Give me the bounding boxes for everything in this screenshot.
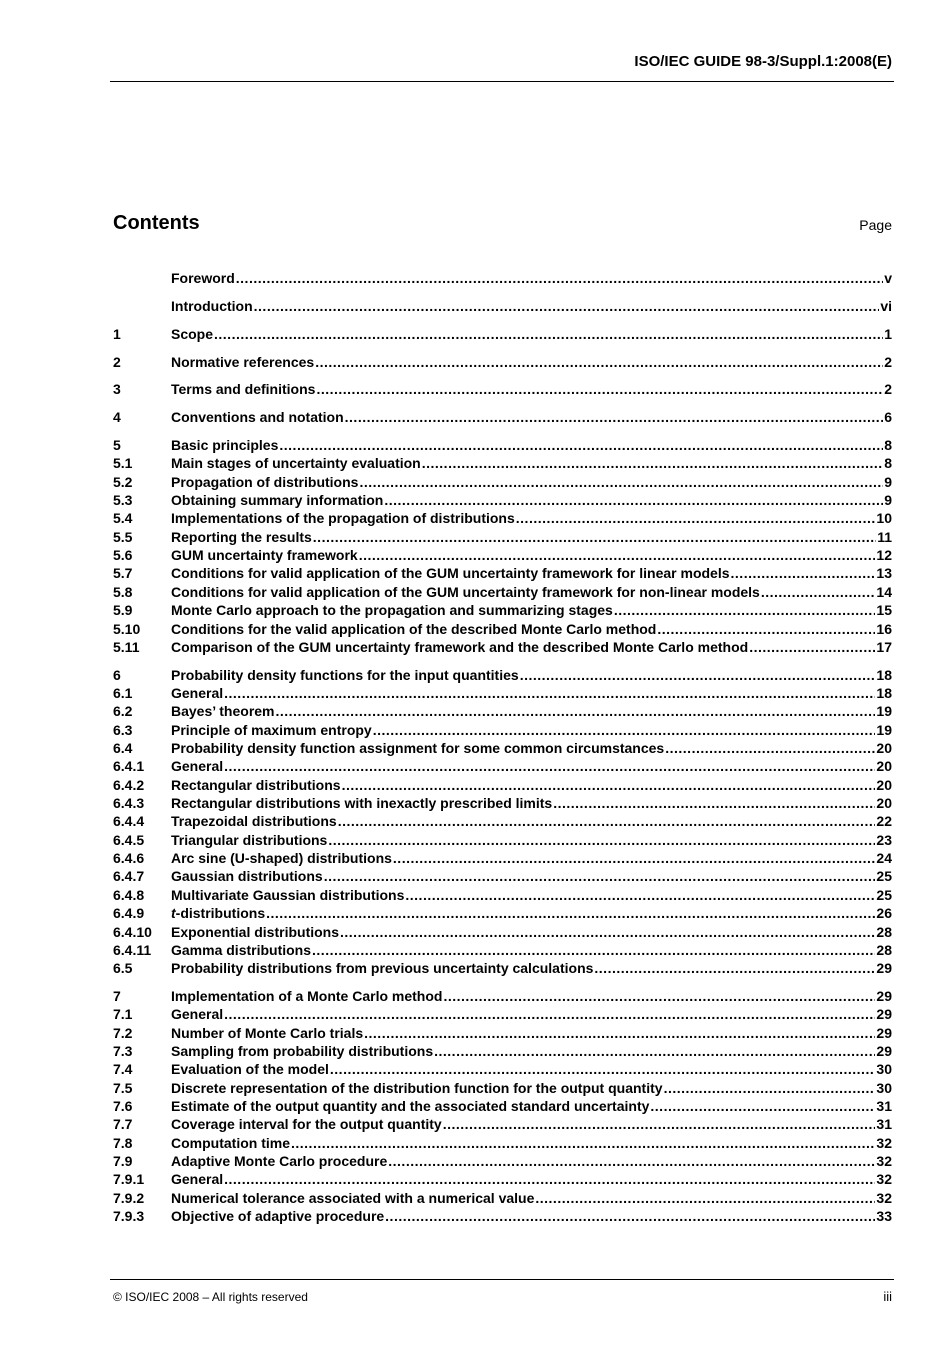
toc-entry-number: 6.4.7 — [113, 868, 145, 885]
toc-entry-title: Computation time — [171, 1134, 290, 1151]
toc-entry-page: 20 — [876, 740, 892, 757]
toc-dot-leader — [279, 436, 883, 454]
toc-entry[interactable] — [113, 684, 892, 702]
toc-entry[interactable] — [113, 794, 892, 812]
toc-entry-title: Trapezoidal distributions — [171, 813, 337, 830]
toc-entry[interactable] — [113, 1207, 892, 1225]
toc-dot-leader — [345, 408, 884, 426]
toc-entry-page: 9 — [884, 492, 892, 509]
toc-dot-leader — [520, 666, 876, 684]
toc-dot-leader — [254, 297, 880, 315]
page-column-label: Page — [859, 217, 892, 233]
toc-dot-leader — [324, 867, 876, 885]
toc-entry-title: Multivariate Gaussian distributions — [171, 886, 405, 903]
toc-entry-page: 26 — [876, 905, 892, 922]
toc-entry-number: 5.3 — [113, 492, 133, 509]
toc-dot-leader — [405, 886, 875, 904]
toc-entry-page: 22 — [876, 813, 892, 830]
toc-dot-leader — [316, 380, 883, 398]
toc-dot-leader — [330, 1060, 876, 1078]
toc-entry-page: 29 — [876, 1006, 892, 1023]
toc-entry-page: 16 — [876, 620, 892, 637]
toc-entry-title-italic: t — [171, 905, 176, 922]
toc-entry[interactable] — [113, 849, 892, 867]
toc-entry-title: Numerical tolerance associated with a numerical value — [171, 1189, 535, 1206]
toc-entry-title: General — [171, 685, 224, 702]
toc-entry-title: Terms and definitions — [171, 381, 316, 398]
toc-entry-title: Implementations of the propagation of distributions — [171, 510, 515, 527]
toc-entry-number: 7.9 — [113, 1153, 133, 1170]
toc-entry[interactable] — [113, 380, 892, 398]
toc-entry[interactable] — [113, 509, 892, 527]
toc-dot-leader — [224, 757, 875, 775]
toc-dot-leader — [384, 491, 883, 509]
toc-entry-title-rest: -distributions — [175, 905, 266, 922]
toc-entry-page: 30 — [876, 1079, 892, 1096]
toc-dot-leader — [373, 721, 876, 739]
toc-entry-number: 6.4 — [113, 740, 133, 757]
toc-entry-page: 25 — [876, 868, 892, 885]
toc-entry[interactable] — [113, 353, 892, 371]
toc-entry-number: 5.6 — [113, 547, 133, 564]
toc-entry[interactable] — [113, 831, 892, 849]
toc-entry-title: Scope — [171, 325, 214, 342]
toc-dot-leader — [236, 269, 883, 287]
toc-entry-title: Evaluation of the model — [171, 1061, 329, 1078]
toc-entry-page: 29 — [876, 960, 892, 977]
toc-entry-title: Objective of adaptive procedure — [171, 1208, 385, 1225]
toc-entry[interactable] — [113, 620, 892, 638]
contents-heading-row — [113, 210, 892, 240]
toc-entry-number: 7.4 — [113, 1061, 133, 1078]
toc-dot-leader — [650, 1097, 875, 1115]
toc-entry-page: 8 — [884, 437, 892, 454]
toc-entry-page: 31 — [876, 1098, 892, 1115]
toc-entry-number: 5.11 — [113, 638, 140, 655]
toc-dot-leader — [315, 353, 883, 371]
toc-dot-leader — [214, 325, 883, 343]
contents-title: Contents — [113, 212, 200, 234]
toc-entry-title: Probability distributions from previous uncertainty calculations — [171, 960, 594, 977]
toc-dot-leader — [340, 923, 875, 941]
toc-entry-page: 33 — [876, 1208, 892, 1225]
toc-entry-title: General — [171, 1006, 224, 1023]
toc-entry-page: 25 — [876, 886, 892, 903]
toc-entry[interactable] — [113, 546, 892, 564]
toc-entry-number: 7.2 — [113, 1024, 133, 1041]
toc-entry-page: 20 — [876, 795, 892, 812]
toc-entry-number: 7.8 — [113, 1134, 133, 1151]
toc-dot-leader — [359, 473, 883, 491]
toc-entry[interactable] — [113, 408, 892, 426]
toc-entry-number: 2 — [113, 353, 121, 370]
toc-entry-title: Implementation of a Monte Carlo method — [171, 988, 443, 1005]
toc-entry-title: GUM uncertainty framework — [171, 547, 358, 564]
toc-entry-page: 17 — [876, 638, 892, 655]
toc-entry-title: Gamma distributions — [171, 941, 312, 958]
toc-entry[interactable] — [113, 757, 892, 775]
toc-entry[interactable] — [113, 1005, 892, 1023]
toc-entry-number: 7.5 — [113, 1079, 133, 1096]
toc-dot-leader — [276, 702, 876, 720]
toc-entry-number: 5.7 — [113, 565, 133, 582]
document-id: ISO/IEC GUIDE 98-3/Suppl.1:2008(E) — [634, 53, 892, 70]
toc-dot-leader — [312, 941, 875, 959]
toc-entry[interactable] — [113, 454, 892, 472]
toc-entry-title: Coverage interval for the output quantity — [171, 1116, 442, 1133]
toc-entry-number: 4 — [113, 409, 121, 426]
toc-entry-number: 7.9.1 — [113, 1171, 145, 1188]
toc-dot-leader — [342, 776, 876, 794]
toc-entry-number: 6.4.6 — [113, 850, 145, 867]
toc-entry-title: Exponential distributions — [171, 923, 340, 940]
toc-entry-title: Foreword — [171, 270, 235, 286]
toc-dot-leader — [224, 1170, 875, 1188]
toc-entry-title: General — [171, 1171, 224, 1188]
toc-dot-leader — [516, 509, 876, 527]
toc-entry-number: 6.4.3 — [113, 795, 145, 812]
toc-entry-number: 6.4.11 — [113, 941, 152, 958]
toc-entry-page: 28 — [876, 923, 892, 940]
toc-entry-title: General — [171, 758, 224, 775]
toc-dot-leader — [535, 1189, 875, 1207]
toc-entry-page: 32 — [876, 1189, 892, 1206]
toc-entry-page: 28 — [876, 941, 892, 958]
toc-entry-page: 2 — [884, 353, 892, 370]
toc-entry-page: 23 — [876, 831, 892, 848]
toc-entry[interactable] — [113, 1024, 892, 1042]
toc-entry[interactable] — [113, 1152, 892, 1170]
toc-entry[interactable] — [113, 1097, 892, 1115]
toc-entry-page: 19 — [876, 721, 892, 738]
toc-entry-number: 6.4.10 — [113, 923, 152, 940]
toc-dot-leader — [443, 1115, 876, 1133]
toc-entry-title: Bayes’ theorem — [171, 703, 275, 720]
page-number: iii — [883, 1289, 892, 1304]
toc-entry-page: 19 — [876, 703, 892, 720]
toc-entry-page: 31 — [876, 1116, 892, 1133]
toc-entry-page: 20 — [876, 776, 892, 793]
toc-entry[interactable] — [113, 1189, 892, 1207]
toc-entry[interactable] — [113, 491, 892, 509]
toc-entry[interactable] — [113, 812, 892, 830]
toc-entry-page: 30 — [876, 1061, 892, 1078]
toc-dot-leader — [422, 454, 883, 472]
toc-entry-page: 14 — [876, 583, 892, 600]
toc-entry[interactable] — [113, 987, 892, 1005]
toc-entry-title: Principle of maximum entropy — [171, 721, 372, 738]
toc-entry-title: Propagation of distributions — [171, 473, 359, 490]
toc-dot-leader — [553, 794, 875, 812]
toc-entry-title: Normative references — [171, 353, 315, 370]
toc-entry-title: Obtaining summary information — [171, 492, 384, 509]
toc-entry-title: Monte Carlo approach to the propagation and summarizing stages — [171, 602, 613, 619]
toc-dot-leader — [224, 1005, 875, 1023]
toc-dot-leader — [224, 684, 875, 702]
table-of-contents — [113, 269, 892, 1226]
toc-entry-title: Sampling from probability distributions — [171, 1043, 434, 1060]
toc-entry-page: 29 — [876, 988, 892, 1005]
toc-entry-number: 5.4 — [113, 510, 133, 527]
toc-entry-title: Number of Monte Carlo trials — [171, 1024, 364, 1041]
toc-entry-number: 5.5 — [113, 528, 133, 545]
page-footer — [110, 1279, 894, 1310]
toc-entry-title — [171, 904, 265, 922]
toc-entry-page: vi — [880, 297, 892, 314]
toc-dot-leader — [443, 987, 875, 1005]
toc-entry[interactable] — [113, 473, 892, 491]
toc-entry-number: 7.1 — [113, 1006, 133, 1023]
toc-entry-page: 32 — [876, 1134, 892, 1151]
toc-entry[interactable] — [113, 1115, 892, 1133]
toc-entry-number: 6.4.1 — [113, 758, 145, 775]
toc-entry-page: 18 — [876, 685, 892, 702]
toc-entry-number: 6 — [113, 666, 121, 683]
toc-entry[interactable] — [113, 601, 892, 619]
toc-entry-page: 20 — [876, 758, 892, 775]
toc-entry-number: 6.4.8 — [113, 886, 145, 903]
toc-entry-title: Conditions for valid application of the GUM uncertainty framework for non-linear models — [171, 583, 760, 600]
toc-entry[interactable] — [113, 867, 892, 885]
toc-entry[interactable] — [113, 739, 892, 757]
toc-entry-page: 18 — [876, 666, 892, 683]
toc-entry[interactable] — [113, 923, 892, 941]
toc-entry[interactable] — [113, 702, 892, 720]
toc-dot-leader — [266, 904, 875, 922]
toc-entry-title: Estimate of the output quantity and the associated standard uncertainty — [171, 1098, 650, 1115]
toc-dot-leader — [364, 1024, 875, 1042]
toc-entry[interactable] — [113, 436, 892, 454]
toc-entry-title: Conventions and notation — [171, 409, 344, 426]
toc-entry-page: 29 — [876, 1043, 892, 1060]
toc-dot-leader — [313, 528, 876, 546]
toc-entry[interactable] — [113, 959, 892, 977]
toc-entry[interactable] — [113, 564, 892, 582]
toc-entry-page: 6 — [884, 409, 892, 426]
toc-dot-leader — [388, 1152, 875, 1170]
toc-dot-leader — [359, 546, 876, 564]
toc-entry-number: 5.9 — [113, 602, 133, 619]
toc-entry[interactable] — [113, 1134, 892, 1152]
toc-entry-page: 32 — [876, 1171, 892, 1188]
page-header — [110, 50, 894, 82]
toc-entry-title: Comparison of the GUM uncertainty framework and the described Monte Carlo method — [171, 638, 749, 655]
toc-entry[interactable] — [113, 583, 892, 601]
toc-entry-number: 7.3 — [113, 1043, 133, 1060]
toc-entry[interactable] — [113, 776, 892, 794]
toc-entry[interactable] — [113, 904, 892, 922]
toc-entry-page: 15 — [876, 602, 892, 619]
toc-entry-page: 1 — [884, 325, 892, 342]
toc-dot-leader — [657, 620, 875, 638]
toc-dot-leader — [434, 1042, 875, 1060]
toc-dot-leader — [393, 849, 876, 867]
toc-entry-number: 5.1 — [113, 455, 133, 472]
toc-entry-title: Arc sine (U-shaped) distributions — [171, 850, 392, 867]
toc-entry[interactable] — [113, 1079, 892, 1097]
toc-entry[interactable] — [113, 721, 892, 739]
toc-entry-page: 11 — [877, 528, 892, 545]
toc-entry-page: 8 — [884, 455, 892, 472]
toc-entry-number: 6.5 — [113, 960, 133, 977]
toc-entry-number: 6.3 — [113, 721, 133, 738]
toc-entry-number: 5.8 — [113, 583, 133, 600]
toc-entry[interactable] — [113, 886, 892, 904]
toc-entry-page: 13 — [876, 565, 892, 582]
toc-entry-number: 6.4.5 — [113, 831, 145, 848]
toc-entry[interactable] — [113, 325, 892, 343]
toc-entry-title: Conditions for valid application of the GUM uncertainty framework for linear models — [171, 565, 730, 582]
toc-dot-leader — [731, 564, 876, 582]
toc-entry-number: 6.4.9 — [113, 905, 145, 922]
toc-entry-number: 7.7 — [113, 1116, 133, 1133]
toc-entry-page: 2 — [884, 381, 892, 398]
toc-entry-number: 1 — [113, 325, 121, 342]
toc-entry-page: 32 — [876, 1153, 892, 1170]
toc-entry[interactable] — [113, 1170, 892, 1188]
toc-entry[interactable] — [113, 941, 892, 959]
toc-entry[interactable] — [113, 528, 892, 546]
toc-entry[interactable] — [113, 1060, 892, 1078]
toc-entry-title: Rectangular distributions — [171, 776, 341, 793]
toc-dot-leader — [614, 601, 876, 619]
toc-entry-title: Discrete representation of the distribution function for the output quantity — [171, 1079, 663, 1096]
toc-entry-title: Rectangular distributions with inexactly prescribed limits — [171, 795, 553, 812]
toc-entry-page: v — [884, 270, 892, 286]
toc-entry-number: 7.6 — [113, 1098, 133, 1115]
toc-entry[interactable] — [113, 666, 892, 684]
toc-entry-title: Probability density functions for the input quantities — [171, 666, 519, 683]
toc-entry-number: 6.1 — [113, 685, 133, 702]
toc-entry-title: Probability density function assignment for some common circumstances — [171, 740, 665, 757]
toc-dot-leader — [665, 739, 875, 757]
toc-dot-leader — [761, 583, 876, 601]
toc-entry-page: 10 — [876, 510, 892, 527]
toc-entry-title: Adaptive Monte Carlo procedure — [171, 1153, 388, 1170]
toc-entry-number: 6.4.4 — [113, 813, 145, 830]
toc-dot-leader — [291, 1134, 875, 1152]
toc-entry-title: Basic principles — [171, 437, 279, 454]
toc-entry[interactable] — [113, 297, 892, 315]
toc-dot-leader — [338, 812, 876, 830]
toc-entry-title: Reporting the results — [171, 528, 312, 545]
toc-entry-page: 12 — [876, 547, 892, 564]
toc-entry[interactable] — [113, 638, 892, 656]
toc-entry-title: Triangular distributions — [171, 831, 328, 848]
toc-entry-page: 9 — [884, 473, 892, 490]
copyright-notice: © ISO/IEC 2008 – All rights reserved — [113, 1290, 308, 1304]
toc-entry-title: Introduction — [171, 297, 253, 314]
toc-entry-number: 6.2 — [113, 703, 133, 720]
toc-entry[interactable] — [113, 269, 892, 287]
toc-entry-number: 7.9.2 — [113, 1189, 145, 1206]
toc-entry-page: 29 — [876, 1024, 892, 1041]
toc-dot-leader — [328, 831, 875, 849]
toc-entry-number: 5.2 — [113, 473, 133, 490]
toc-entry-title: Main stages of uncertainty evaluation — [171, 455, 421, 472]
toc-dot-leader — [749, 638, 875, 656]
toc-entry[interactable] — [113, 1042, 892, 1060]
toc-entry-number: 7 — [113, 988, 121, 1005]
toc-entry-title: Conditions for the valid application of the described Monte Carlo method — [171, 620, 657, 637]
toc-entry-title: Gaussian distributions — [171, 868, 323, 885]
toc-entry-number: 5 — [113, 437, 121, 454]
toc-dot-leader — [594, 959, 875, 977]
toc-entry-number: 5.10 — [113, 620, 141, 637]
toc-dot-leader — [664, 1079, 876, 1097]
toc-dot-leader — [385, 1207, 875, 1225]
toc-entry-number: 6.4.2 — [113, 776, 145, 793]
toc-entry-number: 3 — [113, 381, 121, 398]
toc-entry-number: 7.9.3 — [113, 1208, 145, 1225]
toc-entry-page: 24 — [876, 850, 892, 867]
